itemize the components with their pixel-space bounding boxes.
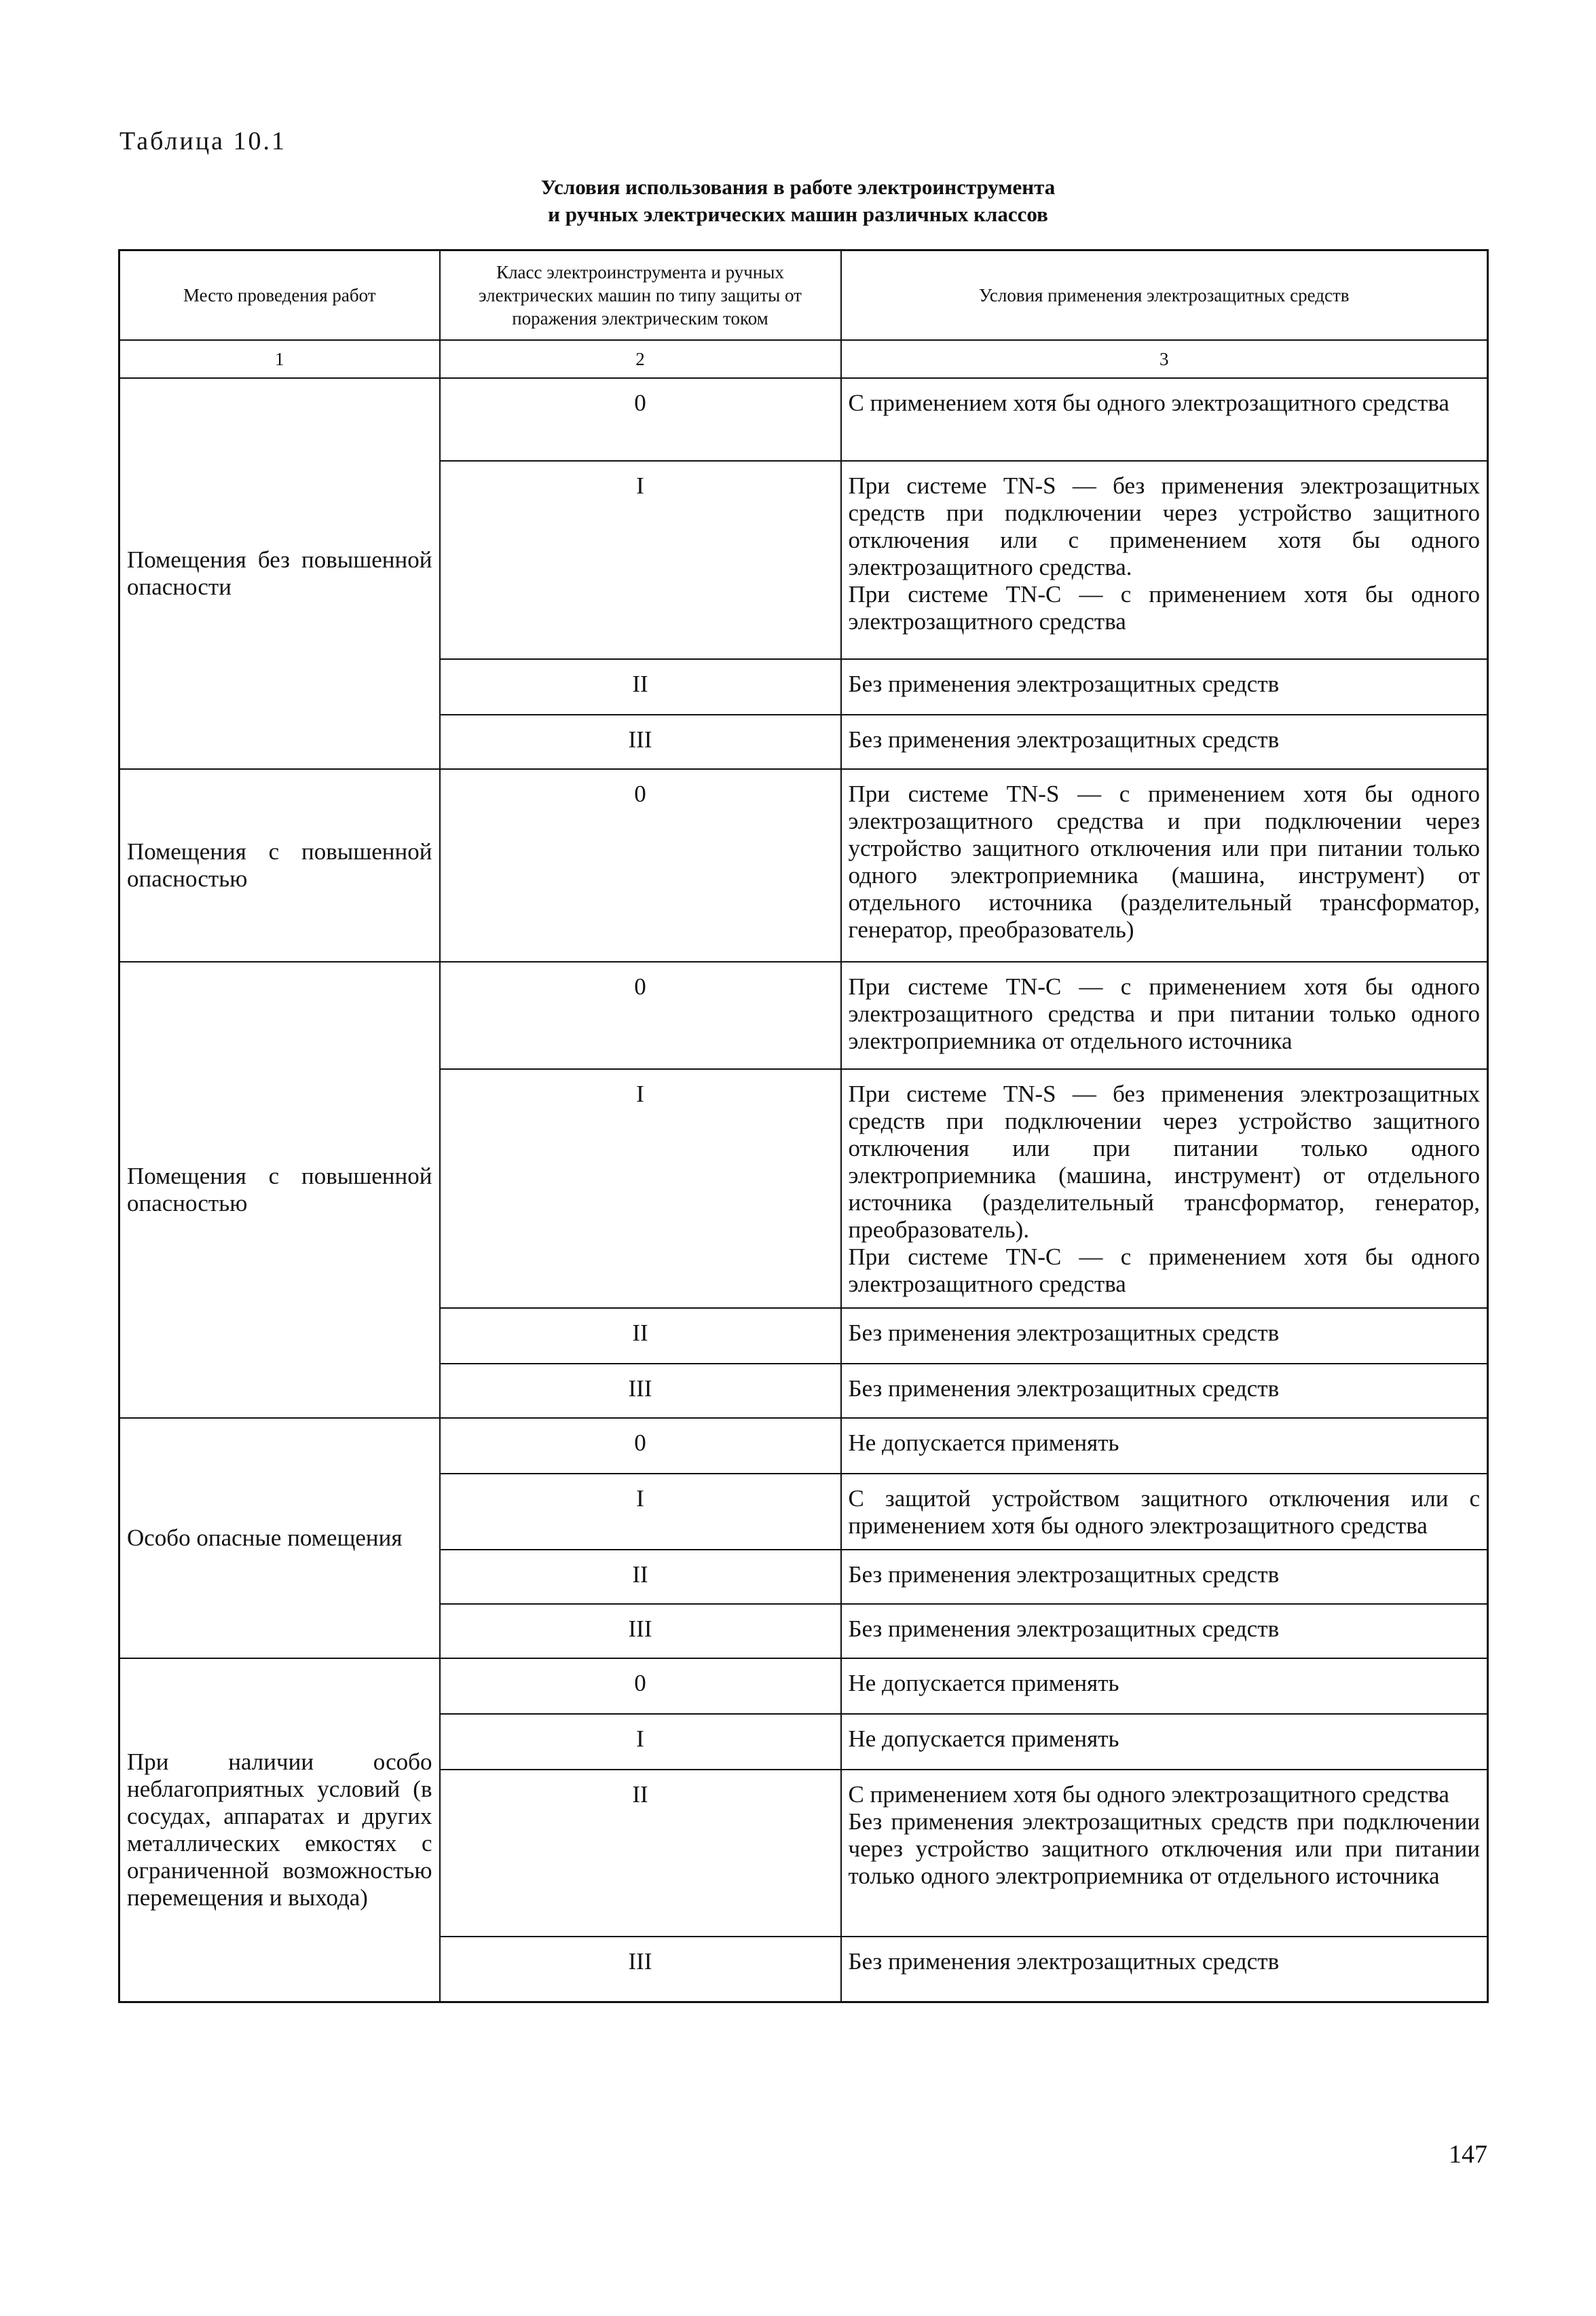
condition-text: При системе TN-C — с применением хотя бы одного электрозащитного средства <box>848 581 1480 635</box>
class-cell: I <box>440 1474 841 1550</box>
header-row <box>119 250 1488 341</box>
place-cell: Особо опасные помещения <box>119 1418 440 1658</box>
conditions-cell <box>841 659 1488 715</box>
table-title <box>0 174 1596 228</box>
condition-text: При системе TN-C — с применением хотя бы одного электрозащитного средства и при питании только одного электроприемника от отдельного источника <box>848 973 1480 1054</box>
class-cell: 0 <box>440 962 841 1069</box>
class-cell: II <box>440 1770 841 1937</box>
condition-text: При системе TN-S — без применения электрозащитных средств при подключении через устройство защитного отключения или при питании только одного электроприемника (машина, инструмент) от отдельного источника (разделительный трансформатор, генератор, преобразователь). <box>848 1081 1480 1243</box>
class-cell: I <box>440 1714 841 1770</box>
conditions-cell <box>841 1418 1488 1474</box>
conditions-cell <box>841 1604 1488 1658</box>
table-row <box>119 962 1488 1069</box>
class-cell: II <box>440 659 841 715</box>
condition-text: Без применения электрозащитных средств <box>848 1320 1280 1346</box>
class-cell: II <box>440 1550 841 1604</box>
class-cell: III <box>440 715 841 769</box>
conditions-cell <box>841 715 1488 769</box>
class-cell: II <box>440 1308 841 1364</box>
condition-text: Не допускается применять <box>848 1725 1119 1752</box>
class-cell: 0 <box>440 769 841 962</box>
class-cell: III <box>440 1937 841 2002</box>
column-number-row <box>119 340 1488 378</box>
condition-text: Не допускается применять <box>848 1430 1119 1456</box>
table-row <box>119 1658 1488 1714</box>
conditions-cell <box>841 962 1488 1069</box>
class-cell: I <box>440 461 841 659</box>
column-number: 3 <box>841 340 1488 378</box>
place-cell: Помещения с повышенной опасностью <box>119 769 440 962</box>
condition-text: С применением хотя бы одного электрозащитного средства <box>848 390 1449 416</box>
conditions-cell <box>841 1658 1488 1714</box>
class-cell: 0 <box>440 1418 841 1474</box>
header-conditions: Условия применения электрозащитных средств <box>841 250 1488 341</box>
class-cell: 0 <box>440 1658 841 1714</box>
conditions-table <box>118 249 1489 2003</box>
conditions-cell <box>841 1069 1488 1308</box>
class-cell: 0 <box>440 378 841 461</box>
table-caption: Таблица 10.1 <box>119 127 287 155</box>
conditions-cell <box>841 1550 1488 1604</box>
condition-text: Без применения электрозащитных средств <box>848 1375 1280 1402</box>
condition-text: С защитой устройством защитного отключения или с применением хотя бы одного электрозащитного средства <box>848 1485 1480 1539</box>
place-cell: При наличии особо неблагоприятных условий (в сосудах, аппаратах и других металлических емкостях с ограниченной возможностью перемещения и выхода) <box>119 1658 440 2002</box>
condition-text: Не допускается применять <box>848 1670 1119 1696</box>
title-line-2: и ручных электрических машин различных классов <box>548 202 1048 226</box>
column-number: 1 <box>119 340 440 378</box>
conditions-cell <box>841 1308 1488 1364</box>
condition-text: Без применения электрозащитных средств при подключении через устройство защитного отключения или при питании только одного электроприемника от отдельного источника <box>848 1808 1480 1889</box>
class-cell: III <box>440 1364 841 1418</box>
condition-text: Без применения электрозащитных средств <box>848 1615 1280 1642</box>
place-cell: Помещения с повышенной опасностью <box>119 962 440 1418</box>
conditions-cell <box>841 1770 1488 1937</box>
conditions-cell <box>841 769 1488 962</box>
conditions-cell <box>841 1714 1488 1770</box>
condition-text: При системе TN-C — с применением хотя бы одного электрозащитного средства <box>848 1244 1480 1297</box>
condition-text: При системе TN-S — без применения электрозащитных средств при подключении через устройство защитного отключения или с применением хотя бы одного электрозащитного средства. <box>848 472 1480 580</box>
condition-text: Без применения электрозащитных средств <box>848 726 1280 753</box>
table-row <box>119 1418 1488 1474</box>
class-cell: I <box>440 1069 841 1308</box>
header-class: Класс электроинструмента и ручных электрических машин по типу защиты от поражения электрическим током <box>440 250 841 341</box>
condition-text: Без применения электрозащитных средств <box>848 1948 1280 1975</box>
conditions-cell <box>841 1364 1488 1418</box>
condition-text: С применением хотя бы одного электрозащитного средства <box>848 1781 1449 1808</box>
table-row <box>119 378 1488 461</box>
condition-text: Без применения электрозащитных средств <box>848 671 1280 697</box>
page-number: 147 <box>1449 2140 1487 2169</box>
column-number: 2 <box>440 340 841 378</box>
conditions-cell <box>841 378 1488 461</box>
class-cell: III <box>440 1604 841 1658</box>
conditions-cell <box>841 1937 1488 2002</box>
condition-text: Без применения электрозащитных средств <box>848 1561 1280 1588</box>
conditions-cell <box>841 1474 1488 1550</box>
condition-text: При системе TN-S — с применением хотя бы одного электрозащитного средства и при подключении через устройство защитного отключения или при питании только одного электроприемника (машина, инструмент) от отдельного источника (разделительный трансформатор, генератор, преобразователь) <box>848 781 1480 943</box>
place-cell: Помещения без повышенной опасности <box>119 378 440 769</box>
conditions-cell <box>841 461 1488 659</box>
table-row <box>119 769 1488 962</box>
header-place: Место проведения работ <box>119 250 440 341</box>
title-line-1: Условия использования в работе электроинструмента <box>540 175 1056 199</box>
